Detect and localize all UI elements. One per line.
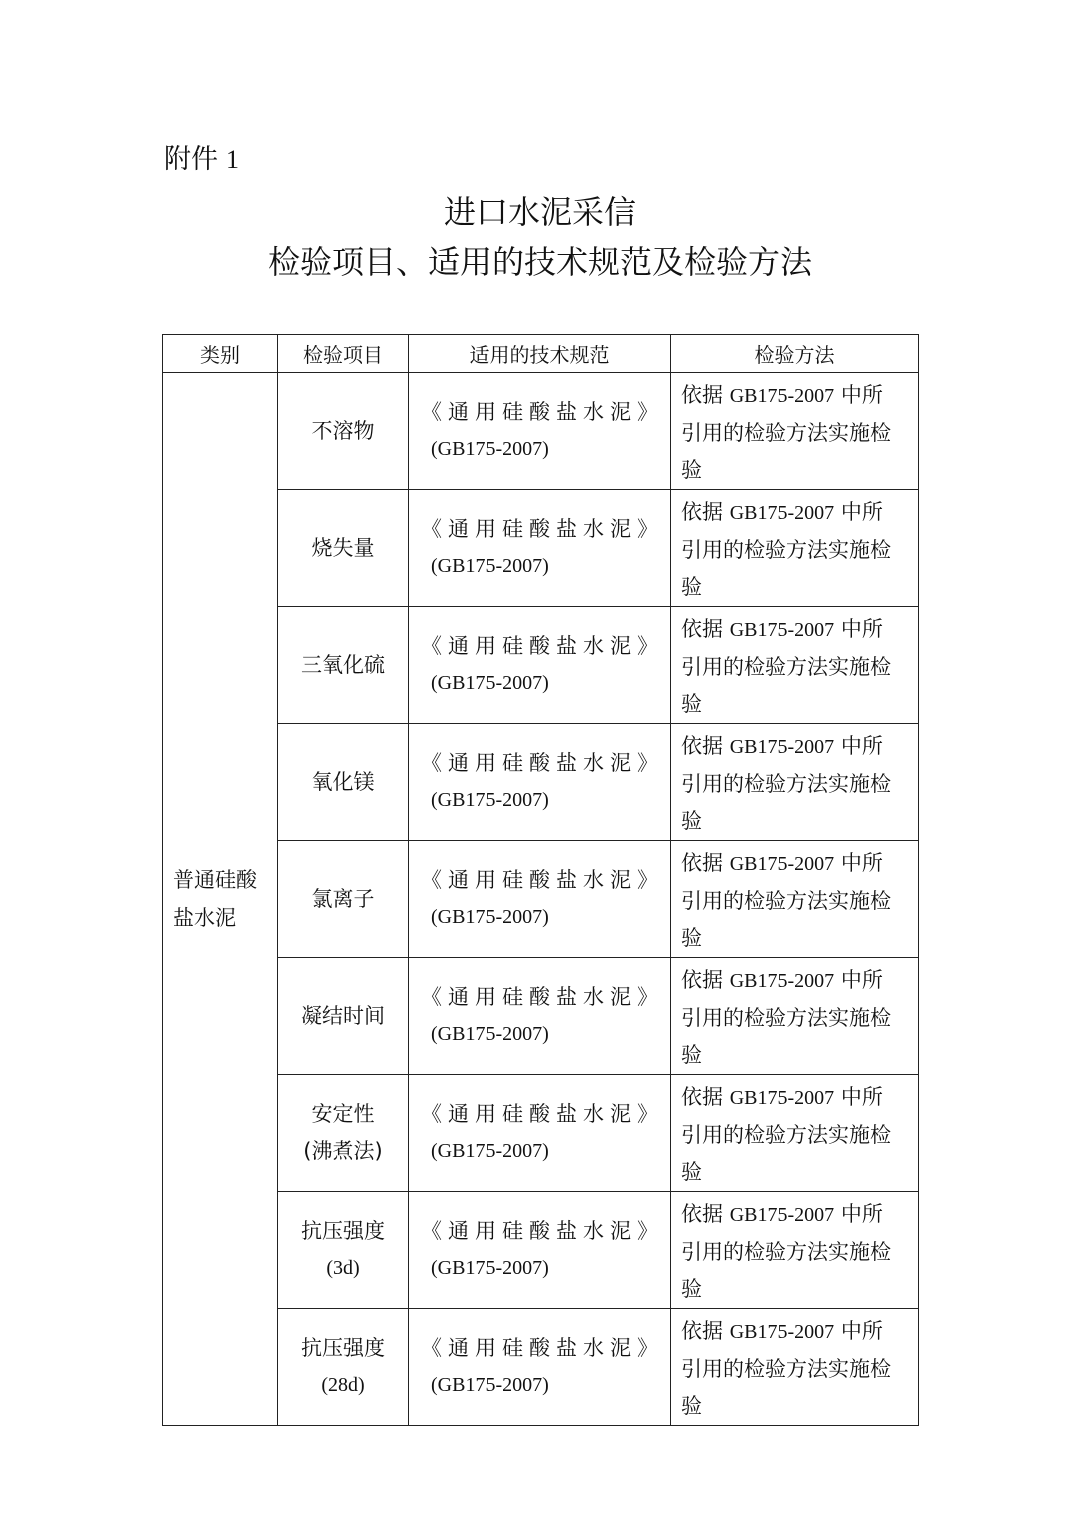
spec-code: (GB175-2007) — [431, 438, 549, 460]
spec-name-char: 水 — [583, 868, 604, 892]
spec-name-char: 通 — [448, 751, 469, 775]
spec-cell — [409, 724, 671, 841]
spec-name-char: 通 — [448, 634, 469, 658]
spec-name-char: 》 — [637, 400, 658, 424]
spec-name-char: 水 — [583, 517, 604, 541]
document-title-line1: 进口水泥采信 — [443, 193, 636, 231]
spec-name-char: 硅 — [502, 868, 523, 892]
item-cell — [278, 1075, 409, 1192]
method-line3: 验 — [681, 1043, 702, 1067]
spec-name-char: 》 — [637, 751, 658, 775]
spec-name-char: 酸 — [529, 1336, 550, 1360]
item-cell — [278, 1309, 409, 1426]
spec-name-char: 硅 — [502, 985, 523, 1009]
spec-name-char: 硅 — [502, 751, 523, 775]
method-line2: 引用的检验方法实施检 — [681, 889, 891, 913]
spec-name-char: 通 — [448, 400, 469, 424]
method-standard-code: GB175-2007 — [729, 502, 835, 524]
spec-name — [421, 1096, 658, 1133]
spec-name-char: 用 — [475, 1219, 496, 1243]
spec-name-char: 硅 — [502, 517, 523, 541]
method-prefix: 依据 — [681, 500, 730, 524]
spec-name-char: 盐 — [556, 634, 577, 658]
method-line2: 引用的检验方法实施检 — [681, 421, 891, 445]
method-suffix: 中所 — [834, 851, 883, 875]
spec-name-char: 酸 — [529, 1219, 550, 1243]
column-header-spec: 适用的技术规范 — [409, 335, 671, 373]
spec-name-char: 泥 — [610, 751, 631, 775]
method-prefix: 依据 — [681, 383, 730, 407]
spec-code: (GB175-2007) — [431, 1140, 549, 1162]
item-cell — [278, 1192, 409, 1309]
method-prefix: 依据 — [681, 734, 730, 758]
spec-name-char: 盐 — [556, 985, 577, 1009]
spec-name-char: 水 — [583, 400, 604, 424]
inspection-table — [162, 334, 919, 1426]
item-name: 烧失量 — [311, 535, 375, 560]
spec-name-char: 用 — [475, 400, 496, 424]
spec-name-char: 用 — [475, 634, 496, 658]
spec-cell — [409, 1192, 671, 1309]
document-title-line2: 检验项目、适用的技术规范及检验方法 — [267, 243, 812, 281]
method-line3: 验 — [681, 1160, 702, 1184]
spec-code: (GB175-2007) — [431, 672, 549, 694]
item-name: 抗压强度 — [301, 1336, 385, 1360]
spec-code: (GB175-2007) — [431, 1023, 549, 1045]
spec-name-char: 泥 — [610, 634, 631, 658]
spec-name-char: 泥 — [610, 517, 631, 541]
spec-cell — [409, 607, 671, 724]
spec-code: (GB175-2007) — [431, 906, 549, 928]
spec-name-char: 》 — [637, 517, 658, 541]
spec-name — [421, 394, 658, 431]
spec-name-char: 盐 — [556, 1219, 577, 1243]
item-cell — [278, 724, 409, 841]
item-name: 氧化镁 — [311, 769, 375, 794]
spec-name-char: 泥 — [610, 1102, 631, 1126]
spec-name-char: 水 — [583, 634, 604, 658]
spec-name-char: 酸 — [529, 1102, 550, 1126]
method-suffix: 中所 — [834, 617, 883, 641]
item-note: (3d) — [326, 1257, 360, 1279]
method-line2: 引用的检验方法实施检 — [681, 538, 891, 562]
method-suffix: 中所 — [834, 500, 883, 524]
spec-name-char: 硅 — [502, 1102, 523, 1126]
method-prefix: 依据 — [681, 617, 730, 641]
attachment-number: 1 — [226, 145, 239, 174]
item-cell — [278, 607, 409, 724]
spec-name-char: 酸 — [529, 634, 550, 658]
method-prefix: 依据 — [681, 1085, 730, 1109]
spec-name-char: 盐 — [556, 751, 577, 775]
spec-name-char: 水 — [583, 1102, 604, 1126]
item-note: (28d) — [321, 1374, 365, 1396]
table-row — [163, 373, 919, 490]
spec-cell — [409, 1309, 671, 1426]
method-line2: 引用的检验方法实施检 — [681, 655, 891, 679]
spec-cell — [409, 1075, 671, 1192]
spec-code: (GB175-2007) — [431, 789, 549, 811]
spec-name-char: 水 — [583, 1336, 604, 1360]
item-name: 安定性 — [311, 1102, 375, 1126]
method-suffix: 中所 — [834, 383, 883, 407]
method-suffix: 中所 — [834, 734, 883, 758]
spec-name-char: 》 — [637, 1102, 658, 1126]
spec-name-char: 水 — [583, 751, 604, 775]
spec-name-char: 水 — [583, 1219, 604, 1243]
method-line1 — [681, 1313, 910, 1351]
method-cell — [671, 1192, 919, 1309]
spec-name-char: 泥 — [610, 1219, 631, 1243]
spec-name-char: 硅 — [502, 634, 523, 658]
spec-name-char: 酸 — [529, 985, 550, 1009]
spec-name — [421, 511, 658, 548]
spec-name-char: 酸 — [529, 400, 550, 424]
method-suffix: 中所 — [834, 968, 883, 992]
spec-name-char: 》 — [637, 868, 658, 892]
method-line3: 验 — [681, 575, 702, 599]
spec-name-char: 》 — [637, 1219, 658, 1243]
spec-code: (GB175-2007) — [431, 1374, 549, 1396]
method-line3: 验 — [681, 926, 702, 950]
method-line2: 引用的检验方法实施检 — [681, 772, 891, 796]
column-header-category: 类别 — [163, 335, 278, 373]
spec-name-char: 用 — [475, 868, 496, 892]
spec-name-char: 通 — [448, 517, 469, 541]
spec-name-char: 用 — [475, 517, 496, 541]
method-line2: 引用的检验方法实施检 — [681, 1006, 891, 1030]
spec-name-char: 》 — [637, 985, 658, 1009]
spec-cell — [409, 841, 671, 958]
item-cell — [278, 841, 409, 958]
item-name: 不溶物 — [311, 418, 375, 443]
spec-name-char: 《 — [421, 1219, 442, 1243]
spec-name — [421, 1330, 658, 1367]
method-line3: 验 — [681, 1394, 702, 1418]
spec-cell — [409, 958, 671, 1075]
spec-name-char: 《 — [421, 751, 442, 775]
spec-name-char: 《 — [421, 634, 442, 658]
method-line1 — [681, 611, 910, 649]
spec-name — [421, 745, 658, 782]
spec-name-char: 通 — [448, 985, 469, 1009]
item-cell — [278, 373, 409, 490]
method-line1 — [681, 377, 910, 415]
category-line2: 盐水泥 — [173, 906, 236, 930]
spec-name-char: 用 — [475, 751, 496, 775]
method-line3: 验 — [681, 458, 702, 482]
item-name: 抗压强度 — [301, 1219, 385, 1243]
spec-name-char: 通 — [448, 1336, 469, 1360]
column-header-item: 检验项目 — [278, 335, 409, 373]
method-standard-code: GB175-2007 — [729, 619, 835, 641]
spec-name-char: 《 — [421, 400, 442, 424]
method-cell — [671, 490, 919, 607]
method-cell — [671, 958, 919, 1075]
attachment-label-text: 附件 — [164, 144, 218, 175]
spec-cell — [409, 373, 671, 490]
method-line1 — [681, 728, 910, 766]
category-cell — [163, 373, 278, 1426]
spec-name-char: 》 — [637, 1336, 658, 1360]
method-suffix: 中所 — [834, 1202, 883, 1226]
method-prefix: 依据 — [681, 1319, 730, 1343]
spec-name-char: 盐 — [556, 1102, 577, 1126]
method-line1 — [681, 962, 910, 1000]
spec-name-char: 用 — [475, 985, 496, 1009]
spec-name-char: 《 — [421, 985, 442, 1009]
spec-name-char: 通 — [448, 1219, 469, 1243]
spec-name-char: 硅 — [502, 400, 523, 424]
spec-name-char: 泥 — [610, 1336, 631, 1360]
spec-name — [421, 1213, 658, 1250]
spec-name-char: 硅 — [502, 1336, 523, 1360]
method-standard-code: GB175-2007 — [729, 1204, 835, 1226]
spec-name-char: 酸 — [529, 751, 550, 775]
spec-name — [421, 862, 658, 899]
method-cell — [671, 1309, 919, 1426]
method-line1 — [681, 845, 910, 883]
spec-name-char: 泥 — [610, 985, 631, 1009]
method-cell — [671, 724, 919, 841]
category-line1: 普通硅酸 — [173, 868, 257, 892]
spec-name-char: 盐 — [556, 400, 577, 424]
method-line1 — [681, 1196, 910, 1234]
method-standard-code: GB175-2007 — [729, 853, 835, 875]
spec-name-char: 盐 — [556, 868, 577, 892]
method-line3: 验 — [681, 1277, 702, 1301]
method-cell — [671, 1075, 919, 1192]
spec-name-char: 泥 — [610, 868, 631, 892]
method-line2: 引用的检验方法实施检 — [681, 1240, 891, 1264]
item-note: (沸煮法) — [303, 1139, 383, 1163]
spec-name-char: 通 — [448, 868, 469, 892]
method-cell — [671, 841, 919, 958]
method-suffix: 中所 — [834, 1319, 883, 1343]
item-name: 凝结时间 — [301, 1003, 385, 1028]
spec-name-char: 《 — [421, 1102, 442, 1126]
method-line1 — [681, 1079, 910, 1117]
spec-cell — [409, 490, 671, 607]
item-cell — [278, 958, 409, 1075]
spec-name — [421, 628, 658, 665]
spec-name-char: 泥 — [610, 400, 631, 424]
method-prefix: 依据 — [681, 968, 730, 992]
spec-name — [421, 979, 658, 1016]
spec-name-char: 用 — [475, 1102, 496, 1126]
spec-name-char: 《 — [421, 868, 442, 892]
method-standard-code: GB175-2007 — [729, 1087, 835, 1109]
spec-name-char: 硅 — [502, 1219, 523, 1243]
spec-name-char: 用 — [475, 1336, 496, 1360]
column-header-method: 检验方法 — [671, 335, 919, 373]
spec-name-char: 通 — [448, 1102, 469, 1126]
item-cell — [278, 490, 409, 607]
method-prefix: 依据 — [681, 851, 730, 875]
method-standard-code: GB175-2007 — [729, 385, 835, 407]
method-standard-code: GB175-2007 — [729, 970, 835, 992]
method-cell — [671, 607, 919, 724]
spec-name-char: 《 — [421, 517, 442, 541]
method-line2: 引用的检验方法实施检 — [681, 1357, 891, 1381]
method-line2: 引用的检验方法实施检 — [681, 1123, 891, 1147]
item-name: 氯离子 — [311, 886, 375, 911]
method-line3: 验 — [681, 692, 702, 716]
spec-name-char: 盐 — [556, 517, 577, 541]
method-suffix: 中所 — [834, 1085, 883, 1109]
spec-name-char: 水 — [583, 985, 604, 1009]
spec-name-char: 盐 — [556, 1336, 577, 1360]
item-name: 三氧化硫 — [301, 652, 385, 677]
method-line1 — [681, 494, 910, 532]
table-header-row — [163, 335, 919, 373]
method-standard-code: GB175-2007 — [729, 736, 835, 758]
spec-name-char: 《 — [421, 1336, 442, 1360]
spec-name-char: 酸 — [529, 517, 550, 541]
spec-code: (GB175-2007) — [431, 1257, 549, 1279]
method-cell — [671, 373, 919, 490]
spec-code: (GB175-2007) — [431, 555, 549, 577]
attachment-label — [164, 140, 239, 180]
method-line3: 验 — [681, 809, 702, 833]
method-prefix: 依据 — [681, 1202, 730, 1226]
spec-name-char: 酸 — [529, 868, 550, 892]
spec-name-char: 》 — [637, 634, 658, 658]
method-standard-code: GB175-2007 — [729, 1321, 835, 1343]
